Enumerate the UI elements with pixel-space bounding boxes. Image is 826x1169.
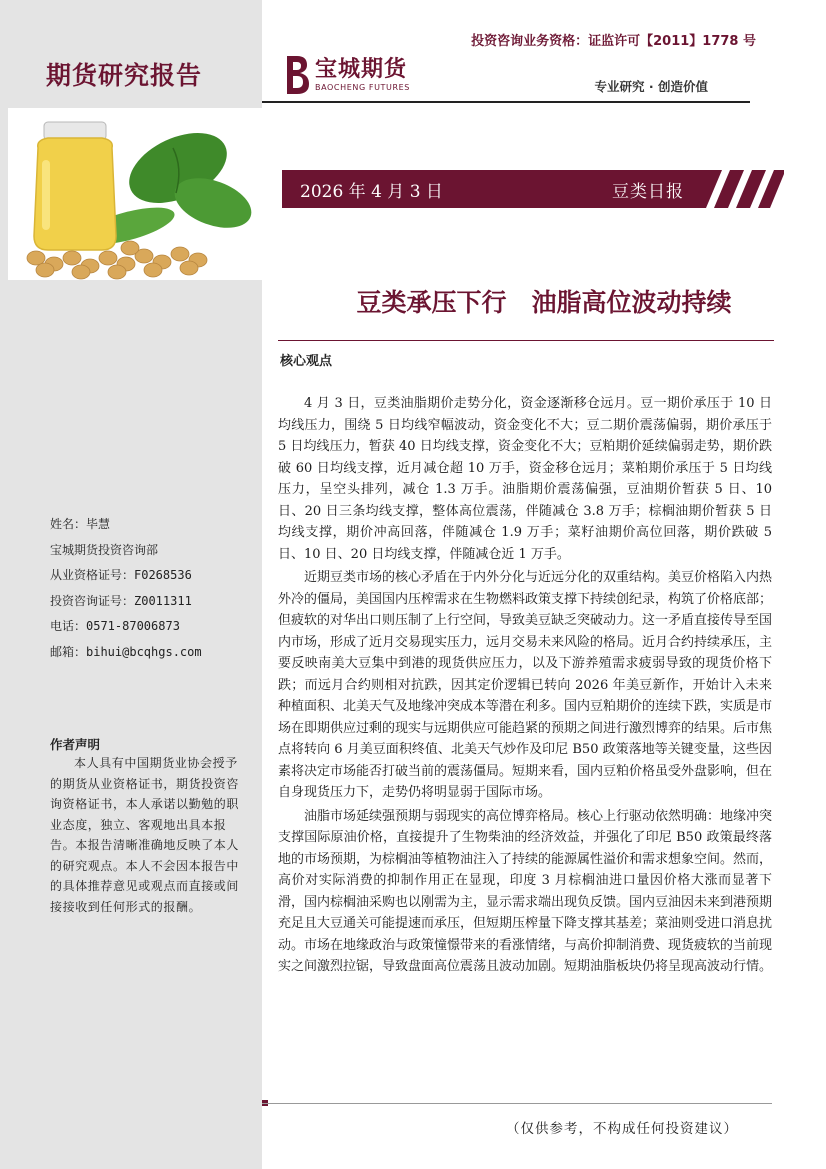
qualification-line: 投资咨询业务资格：证监许可【2011】1778 号 — [471, 34, 756, 49]
sidebar — [0, 0, 262, 1169]
author-info — [50, 512, 255, 665]
section-title-core-view: 核心观点 — [280, 354, 333, 369]
author-phone: 电话：0571-87006873 — [50, 619, 180, 633]
report-date: 2026 年 4 月 3 日 — [300, 182, 443, 202]
author-email: 邮箱：bihui@bcqhgs.com — [50, 644, 202, 659]
declaration-text: 本人具有中国期货业协会授予的期货从业资格证书，期货投资咨询资格证书，本人承诺以勤勉的职业态度，独立、客观地出具本报告。本报告清晰准确地反映了本人的研究观点。本人不会因本报告中的具体推荐意见或观点而直接或间接接收到任何形式的报酬。 — [50, 756, 240, 914]
report-body — [278, 393, 772, 980]
soy-oil-illustration — [8, 108, 262, 280]
declaration-title: 作者声明 — [50, 737, 101, 752]
date-banner — [282, 170, 784, 208]
logo-b-icon — [283, 52, 311, 96]
body-paragraph-2: 近期豆类市场的核心矛盾在于内外分化与近远分化的双重结构。美豆价格陷入内热外冷的僵局，美国国内压榨需求在生物燃料政策支撑下持续创纪录，构筑了价格底部；但疲软的对华出口则压制了上行空间，导致美豆缺乏突破动力。这一矛盾直接传导至国内市场，形成了近月交易现实压力，远月交易未来风险的格局。近月合约持续承压，主要反映南美大豆集中到港的现货供应压力，以及下游养殖需求疲弱导致的现货价格下跌；而远月合约则相对抗跌，因其定价逻辑已转向 2026 年美豆新作，开始计入未来种植面积、北美天气及地缘冲突成本等潜在利多。国内豆粕期价的连续下跌，实质是市场在即期供应过剩的现实与远期供应可能趋紧的预期之间进行激烈博弈的结果。后市焦点将转向 6 月美豆面积终值、北美天气炒作及印尼 B50 政策落地等关键变量，这些因素将决定市场能否打破当前的震荡僵局。短期来看，国内豆粕价格虽受外盘影响，但在自身现货压力下，走势仍将明显弱于国际市场。 — [278, 570, 773, 800]
company-logo — [283, 50, 433, 100]
footer-divider — [262, 1103, 772, 1104]
author-advisory-number: 投资咨询证号：Z0011311 — [50, 593, 192, 608]
author-name: 姓名：毕慧 — [50, 517, 111, 531]
report-headline: 豆类承压下行 油脂高位波动持续 — [356, 288, 732, 317]
header-divider — [262, 101, 750, 103]
headline-divider — [278, 340, 774, 341]
hero-image-oil-and-soybeans — [8, 108, 262, 280]
logo-chinese-name: 宝城期货 — [315, 56, 408, 82]
body-paragraph-1: 4 月 3 日，豆类油脂期价走势分化，资金逐渐移仓远月。豆一期价承压于 10 日均线压力，围绕 5 日均线窄幅波动，资金变化不大；豆二期价震荡偏弱，期价承压于 5 日均线压力，暂获 40 日均线支撑，资金变化不大；豆粕期价延续偏弱走势，期价跌破 60 日均线支撑，近月减仓超 10 万手，资金移仓远月；菜粕期价承压于 5 日均线压力，呈空头排列，减仓 1.3 万手。油脂期价震荡偏强，豆油期价暂获 5 日、10 日、20 日三条均线支撑，整体高位震荡，伴随减仓 3.8 万手；棕榈油期价暂获 5 日均线支撑，期价冲高回落，伴随减仓 1.9 万手；菜籽油期价高位回落，期价跌破 5 日、10 日、20 日均线支撑，伴随减仓近 1 万手。 — [278, 396, 772, 562]
report-category: 豆类日报 — [612, 182, 684, 202]
slogan: 专业研究 · 创造价值 — [594, 79, 708, 94]
body-paragraph-3: 油脂市场延续强预期与弱现实的高位博弈格局。核心上行驱动依然明确：地缘冲突支撑国际原油价格，直接提升了生物柴油的经济效益，并强化了印尼 B50 政策最终落地的市场预期，为棕榈油等植物油注入了持续的能源属性溢价和需求想象空间。然而，高价对实际消费的抑制作用正在显现，印度 3 月棕榈油进口量因价格大涨而显著下滑，国内棕榈油采购也以刚需为主，显示需求端出现负反馈。国内豆油因未来到港预期充足且大豆通关可能提速而承压，但短期压榨量下降支撑其基差；菜油则受进口消息扰动。市场在地缘政治与政策憧憬带来的看涨情绪，与高价抑制消费、现货疲软的当前现实之间激烈拉锯，导致盘面高位震荡且波动加剧。短期油脂板块仍将呈现高波动行情。 — [278, 808, 773, 974]
logo-english-name: BAOCHENG FUTURES — [315, 83, 410, 92]
disclaimer: （仅供参考，不构成任何投资建议） — [506, 1121, 738, 1137]
report-type-title: 期货研究报告 — [46, 61, 203, 90]
author-license-number: 从业资格证号：F0268536 — [50, 568, 192, 582]
author-department: 宝城期货投资咨询部 — [50, 542, 159, 557]
